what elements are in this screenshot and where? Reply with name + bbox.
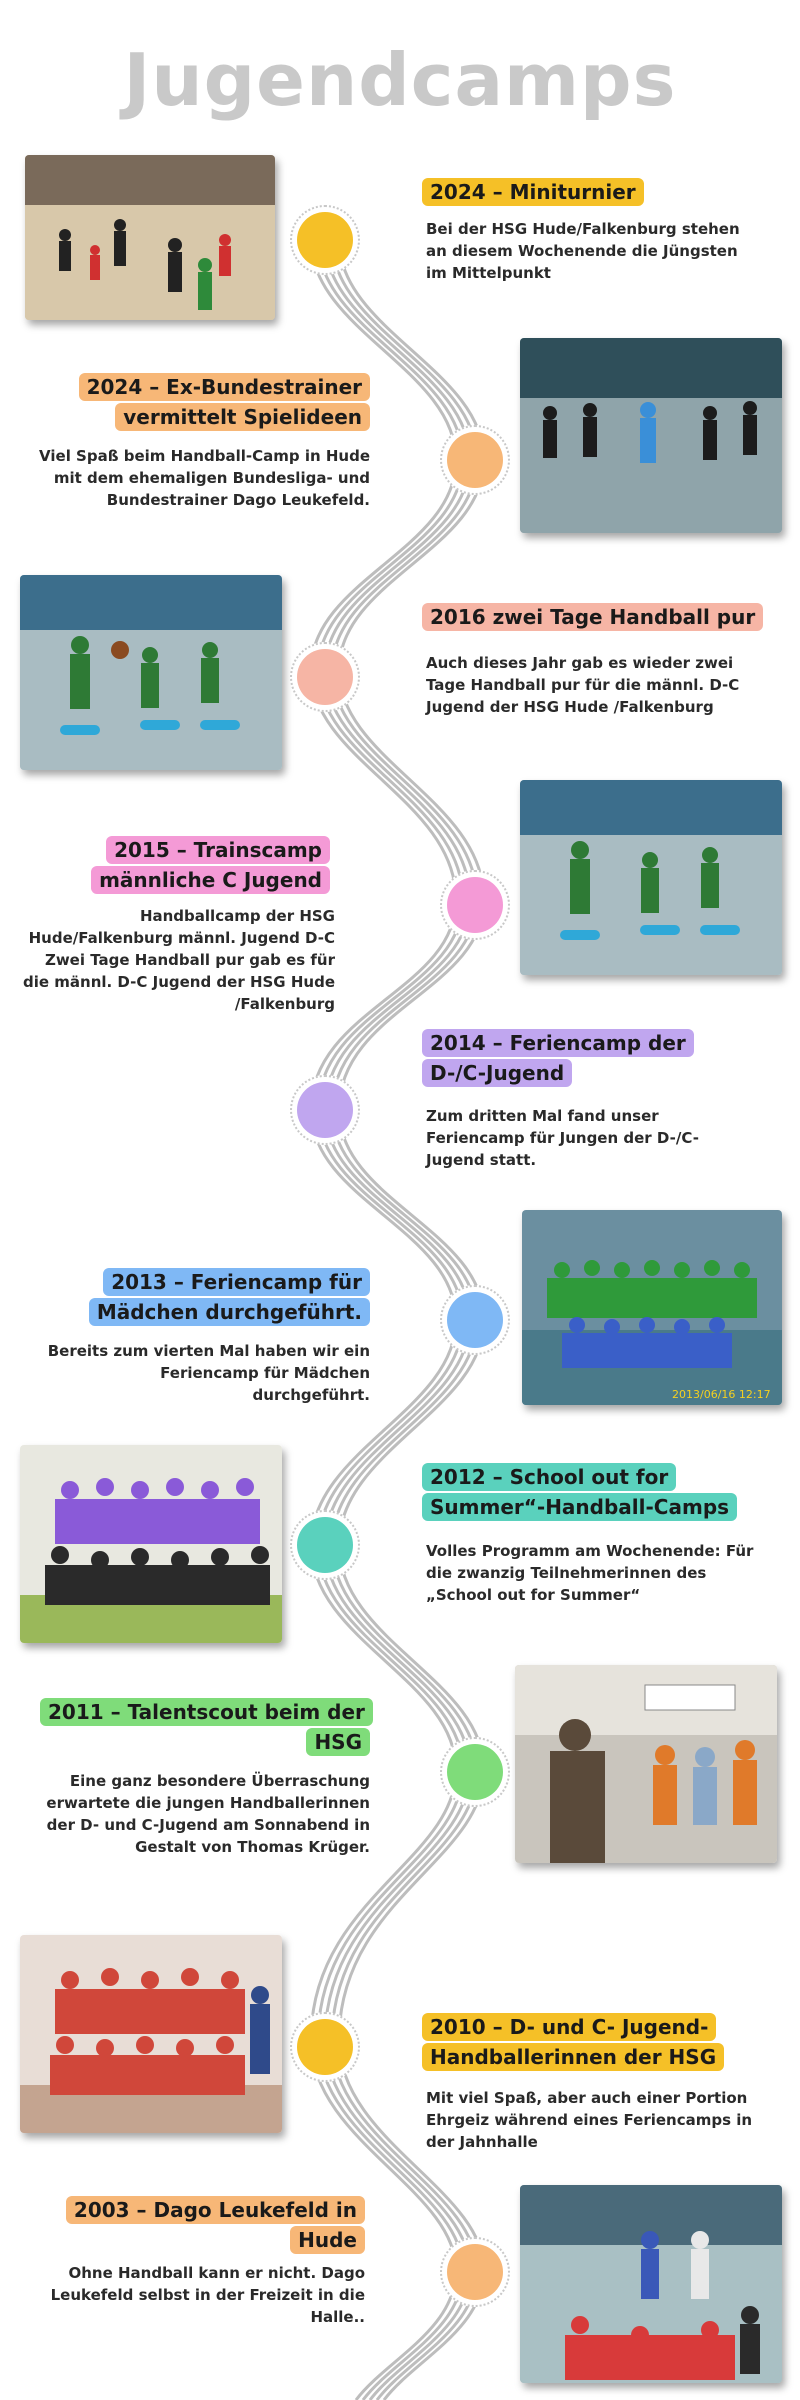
entry-text-3: Auch dieses Jahr gab es wieder zwei Tage Handball pur für die männl. D-C Jugend der HSG Hude /Falkenburg	[426, 654, 740, 716]
marker-dot	[447, 432, 503, 488]
entry-text-9: Mit viel Spaß, aber auch einer Portion Ehrgeiz während eines Feriencamps in der Jahnhalle	[426, 2089, 753, 2151]
entry-heading-7: 2012 – School out for Summer“-Handball-Camps	[422, 1462, 782, 1522]
photo-ex-bundestrainer	[520, 338, 782, 533]
photo-school-out-2012	[20, 1445, 282, 1643]
marker-dot	[297, 1082, 353, 1138]
entry-heading-2: 2024 – Ex-Bundestrainer vermittelt Spielideen	[40, 372, 370, 432]
timeline-marker-3	[290, 642, 360, 712]
entry-heading-4: 2015 – Trainscamp männliche C Jugend	[40, 835, 330, 895]
timeline-marker-6	[440, 1285, 510, 1355]
entry-heading-6: 2013 – Feriencamp für Mädchen durchgeführt.	[40, 1267, 370, 1327]
photo-dago-leukefeld-2003	[520, 2185, 782, 2383]
photo-timestamp: 2013/06/16 12:17	[672, 1388, 771, 1401]
marker-dot	[447, 2244, 503, 2300]
entry-heading-3: 2016 zwei Tage Handball pur	[422, 602, 782, 632]
entry-text-10: Ohne Handball kann er nicht. Dago Leukefeld selbst in der Freizeit in die Halle..	[50, 2264, 365, 2326]
page-title: Jugendcamps	[123, 38, 677, 122]
photo-jahnhalle-2010	[20, 1935, 282, 2133]
photo-trainscamp-2015	[520, 780, 782, 975]
entry-heading-10: 2003 – Dago Leukefeld in Hude	[30, 2195, 365, 2255]
entry-heading-8: 2011 – Talentscout beim der HSG	[40, 1697, 370, 1757]
entry-text-7: Volles Programm am Wochenende: Für die zwanzig Teilnehmerinnen des „School out for Summer“	[426, 1542, 754, 1604]
photo-feriencamp-maedchen-2013	[522, 1210, 782, 1405]
marker-dot	[447, 1744, 503, 1800]
marker-dot	[297, 649, 353, 705]
entry-heading-1: 2024 – Miniturnier	[422, 177, 782, 207]
entry-heading-9: 2010 – D- und C- Jugend-Handballerinnen der HSG	[422, 2012, 782, 2072]
marker-dot	[297, 1517, 353, 1573]
marker-dot	[297, 2019, 353, 2075]
photo-handball-pur-2016	[20, 575, 282, 770]
entry-text-1: Bei der HSG Hude/Falkenburg stehen an diesem Wochenende die Jüngsten im Mittelpunkt	[426, 220, 740, 282]
timeline-marker-8	[440, 1737, 510, 1807]
timeline-marker-10	[440, 2237, 510, 2307]
entry-text-8: Eine ganz besondere Überraschung erwartete die jungen Handballerinnen der D- und C-Jugend am Sonnabend in Gestalt von Thomas Krüger.	[46, 1772, 370, 1856]
photo-talentscout-2011	[515, 1665, 777, 1863]
photo-miniturnier	[25, 155, 275, 320]
entry-text-4: Handballcamp der HSG Hude/Falkenburg männl. Jugend D-C Zwei Tage Handball pur gab es für die männl. D-C Jugend der HSG Hude /Falkenburg	[22, 907, 335, 1013]
entry-text-5: Zum dritten Mal fand unser Feriencamp für Jungen der D-/C-Jugend statt.	[426, 1107, 699, 1169]
timeline-marker-9	[290, 2012, 360, 2082]
timeline-marker-1	[290, 205, 360, 275]
marker-dot	[447, 877, 503, 933]
timeline-marker-2	[440, 425, 510, 495]
entry-heading-5: 2014 – Feriencamp der D-/C-Jugend	[422, 1028, 722, 1088]
timeline-marker-7	[290, 1510, 360, 1580]
marker-dot	[447, 1292, 503, 1348]
marker-dot	[297, 212, 353, 268]
entry-text-2: Viel Spaß beim Handball-Camp in Hude mit dem ehemaligen Bundesliga- und Bundestrainer Dago Leukefeld.	[39, 447, 370, 509]
timeline-marker-5	[290, 1075, 360, 1145]
entry-text-6: Bereits zum vierten Mal haben wir ein Feriencamp für Mädchen durchgeführt.	[47, 1342, 370, 1404]
timeline-marker-4	[440, 870, 510, 940]
